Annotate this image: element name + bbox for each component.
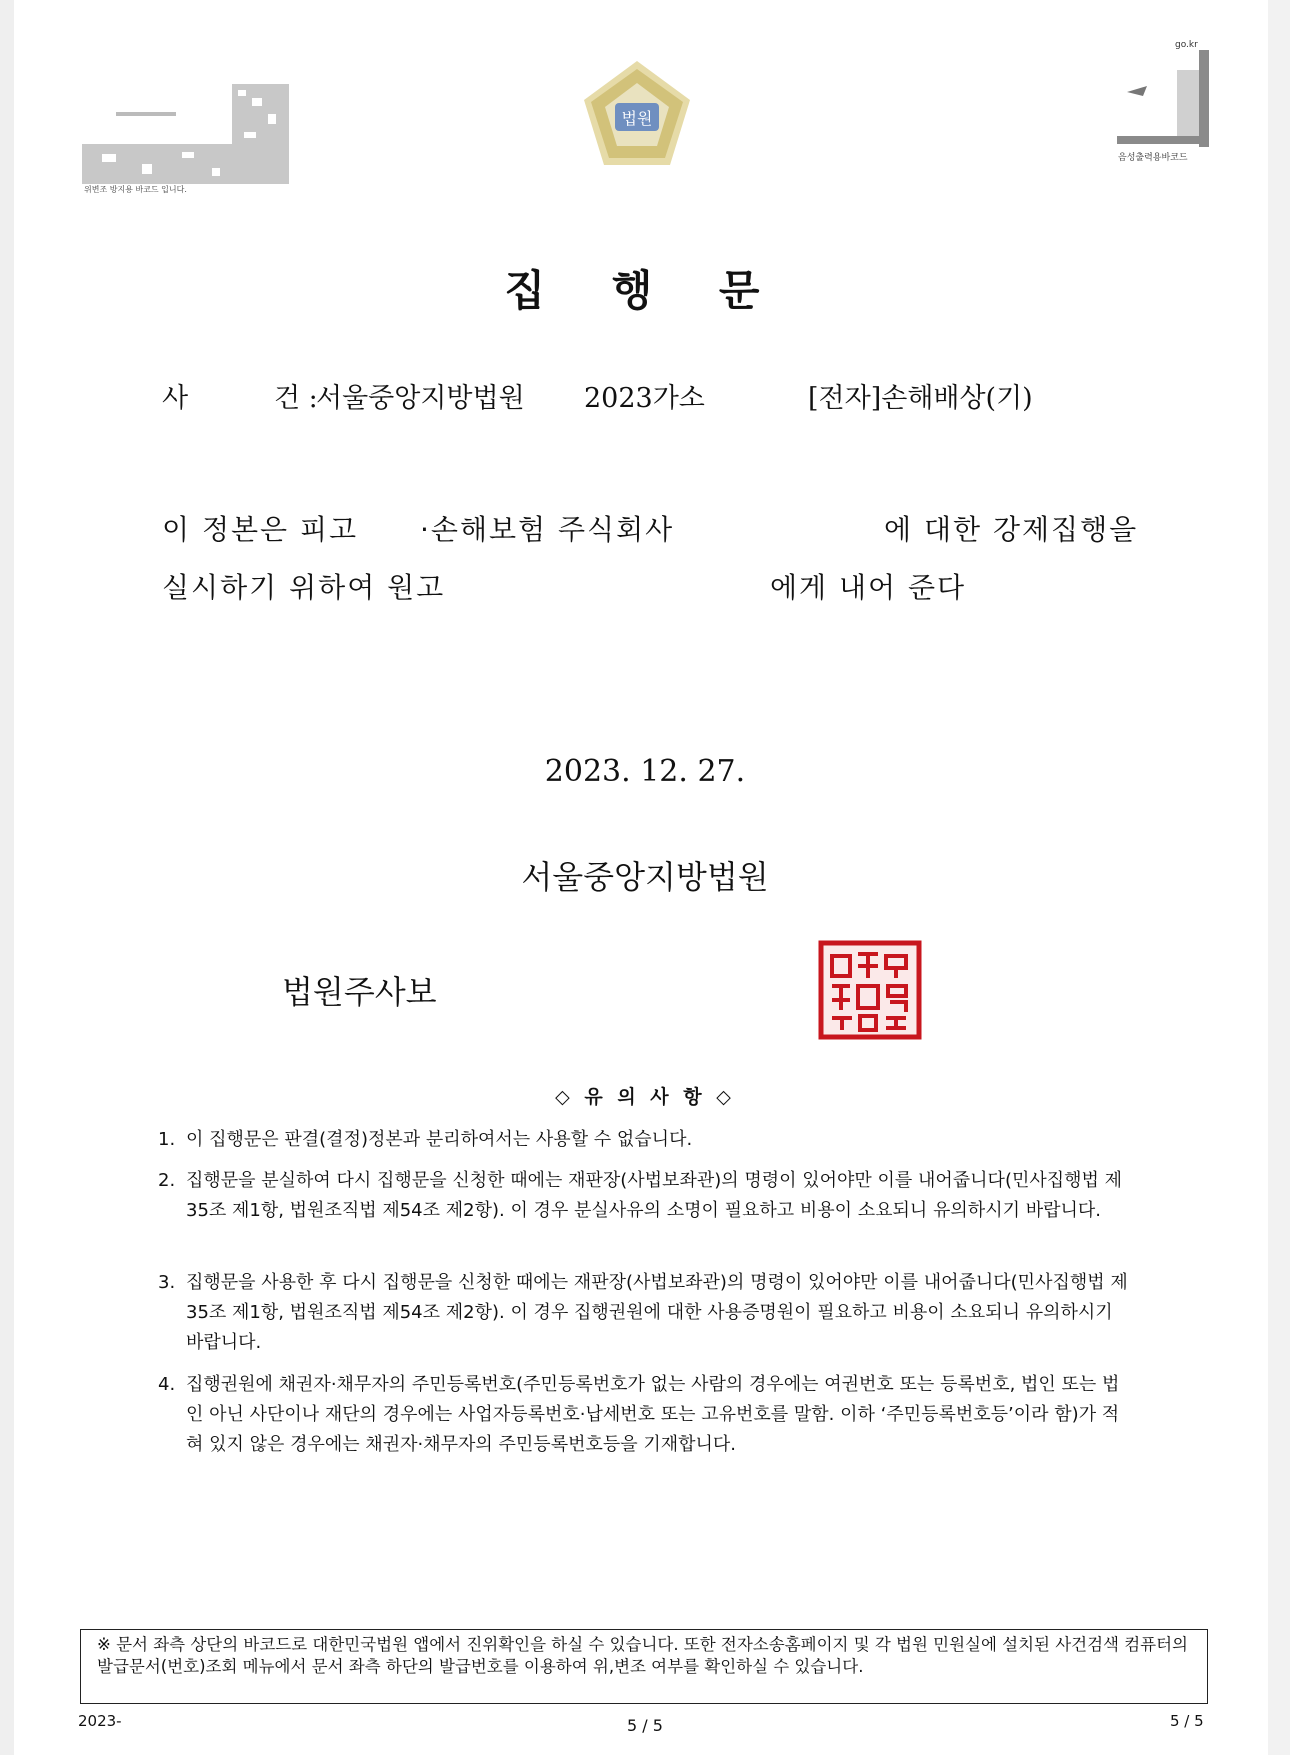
notes-title: ◇ 유 의 사 항 ◇	[555, 1086, 735, 1108]
note-number: 4.	[158, 1374, 176, 1395]
court-name: 서울중앙지방법원	[521, 858, 769, 896]
verification-notice: ※ 문서 좌측 상단의 바코드로 대한민국법원 앱에서 진위확인을 하실 수 있습니다. 또한 전자소송홈페이지 및 각 법원 민원실에 설치된 사건검색 컴퓨터의 발급문서(번호)조회 메뉴에서 문서 좌측 하단의 발급번호를 이용하여 위,변조 여부를 확인하실 수 있습니다.	[80, 1629, 1208, 1704]
body-line-1c: 에 대한 강제집행을	[884, 513, 1139, 546]
case-label-2: 건 :	[274, 383, 318, 414]
issue-date: 2023. 12. 27.	[544, 754, 746, 789]
audio-barcode-icon	[1117, 50, 1209, 147]
note-text: 집행문을 분실하여 다시 집행문을 신청한 때에는 재판장(사법보좌관)의 명령이 있어야만 이를 내어줍니다(민사집행법 제35조 제1항, 법원조직법 제54조 제2항). 이 경우 분실사유의 소명이 필요하고 비용이 소요되니 유의하시기 바랍니다.	[186, 1170, 1123, 1221]
note-number: 3.	[158, 1272, 176, 1293]
issue-number: 2023-	[78, 1712, 122, 1730]
case-number: 2023가소	[584, 383, 705, 414]
page-number-right: 5 / 5	[1170, 1712, 1204, 1730]
note-item	[158, 1370, 1128, 1460]
court-emblem-icon	[576, 58, 698, 176]
note-text: 이 집행문은 판결(결정)정본과 분리하여서는 사용할 수 없습니다.	[186, 1129, 693, 1150]
note-text: 집행권원에 채권자·채무자의 주민등록번호(주민등록번호가 없는 사람의 경우에는 여권번호 또는 등록번호, 법인 또는 법인 아닌 사단이나 재단의 경우에는 사업자등록번호·납세번호 또는 고유번호를 말함. 이하 ‘주민등록번호등’이라 함)가 적혀 있지 않은 경우에는 채권자·채무자의 주민등록번호등을 기재합니다.	[186, 1374, 1120, 1455]
note-text: 집행문을 사용한 후 다시 집행문을 신청한 때에는 재판장(사법보좌관)의 명령이 있어야만 이를 내어줍니다(민사집행법 제35조 제1항, 법원조직법 제54조 제2항). 이 경우 집행권원에 대한 사용증명원이 필요하고 비용이 소요되니 유의하시기 바랍니다.	[186, 1272, 1128, 1353]
emblem-text: 법원	[621, 109, 653, 128]
body-line-1b: ·손해보험 주식회사	[420, 513, 675, 546]
note-number: 1.	[158, 1129, 176, 1150]
note-item	[158, 1125, 1128, 1155]
verification-barcode-icon	[82, 84, 289, 184]
page-number-center: 5 / 5	[627, 1716, 663, 1735]
body-line-1a: 이 정본은 피고	[162, 513, 359, 546]
case-label-1: 사	[162, 383, 189, 414]
note-item	[158, 1166, 1128, 1226]
clerk-title: 법원주사보	[282, 973, 437, 1011]
body-line-2b: 에게 내어 준다	[770, 571, 967, 604]
case-court: 서울중앙지방법원	[316, 383, 525, 414]
note-item	[158, 1268, 1128, 1358]
right-barcode-url: go.kr	[1175, 40, 1198, 50]
document-title: 집 행 문	[504, 266, 786, 315]
left-barcode-caption: 위변조 방지용 바코드 입니다.	[84, 185, 187, 194]
right-barcode-caption: 음성출력용바코드	[1118, 153, 1188, 163]
note-number: 2.	[158, 1170, 176, 1191]
case-name: [전자]손해배상(기)	[808, 383, 1033, 414]
body-line-2a: 실시하기 위하여 원고	[162, 571, 446, 604]
court-seal-icon	[818, 940, 922, 1040]
